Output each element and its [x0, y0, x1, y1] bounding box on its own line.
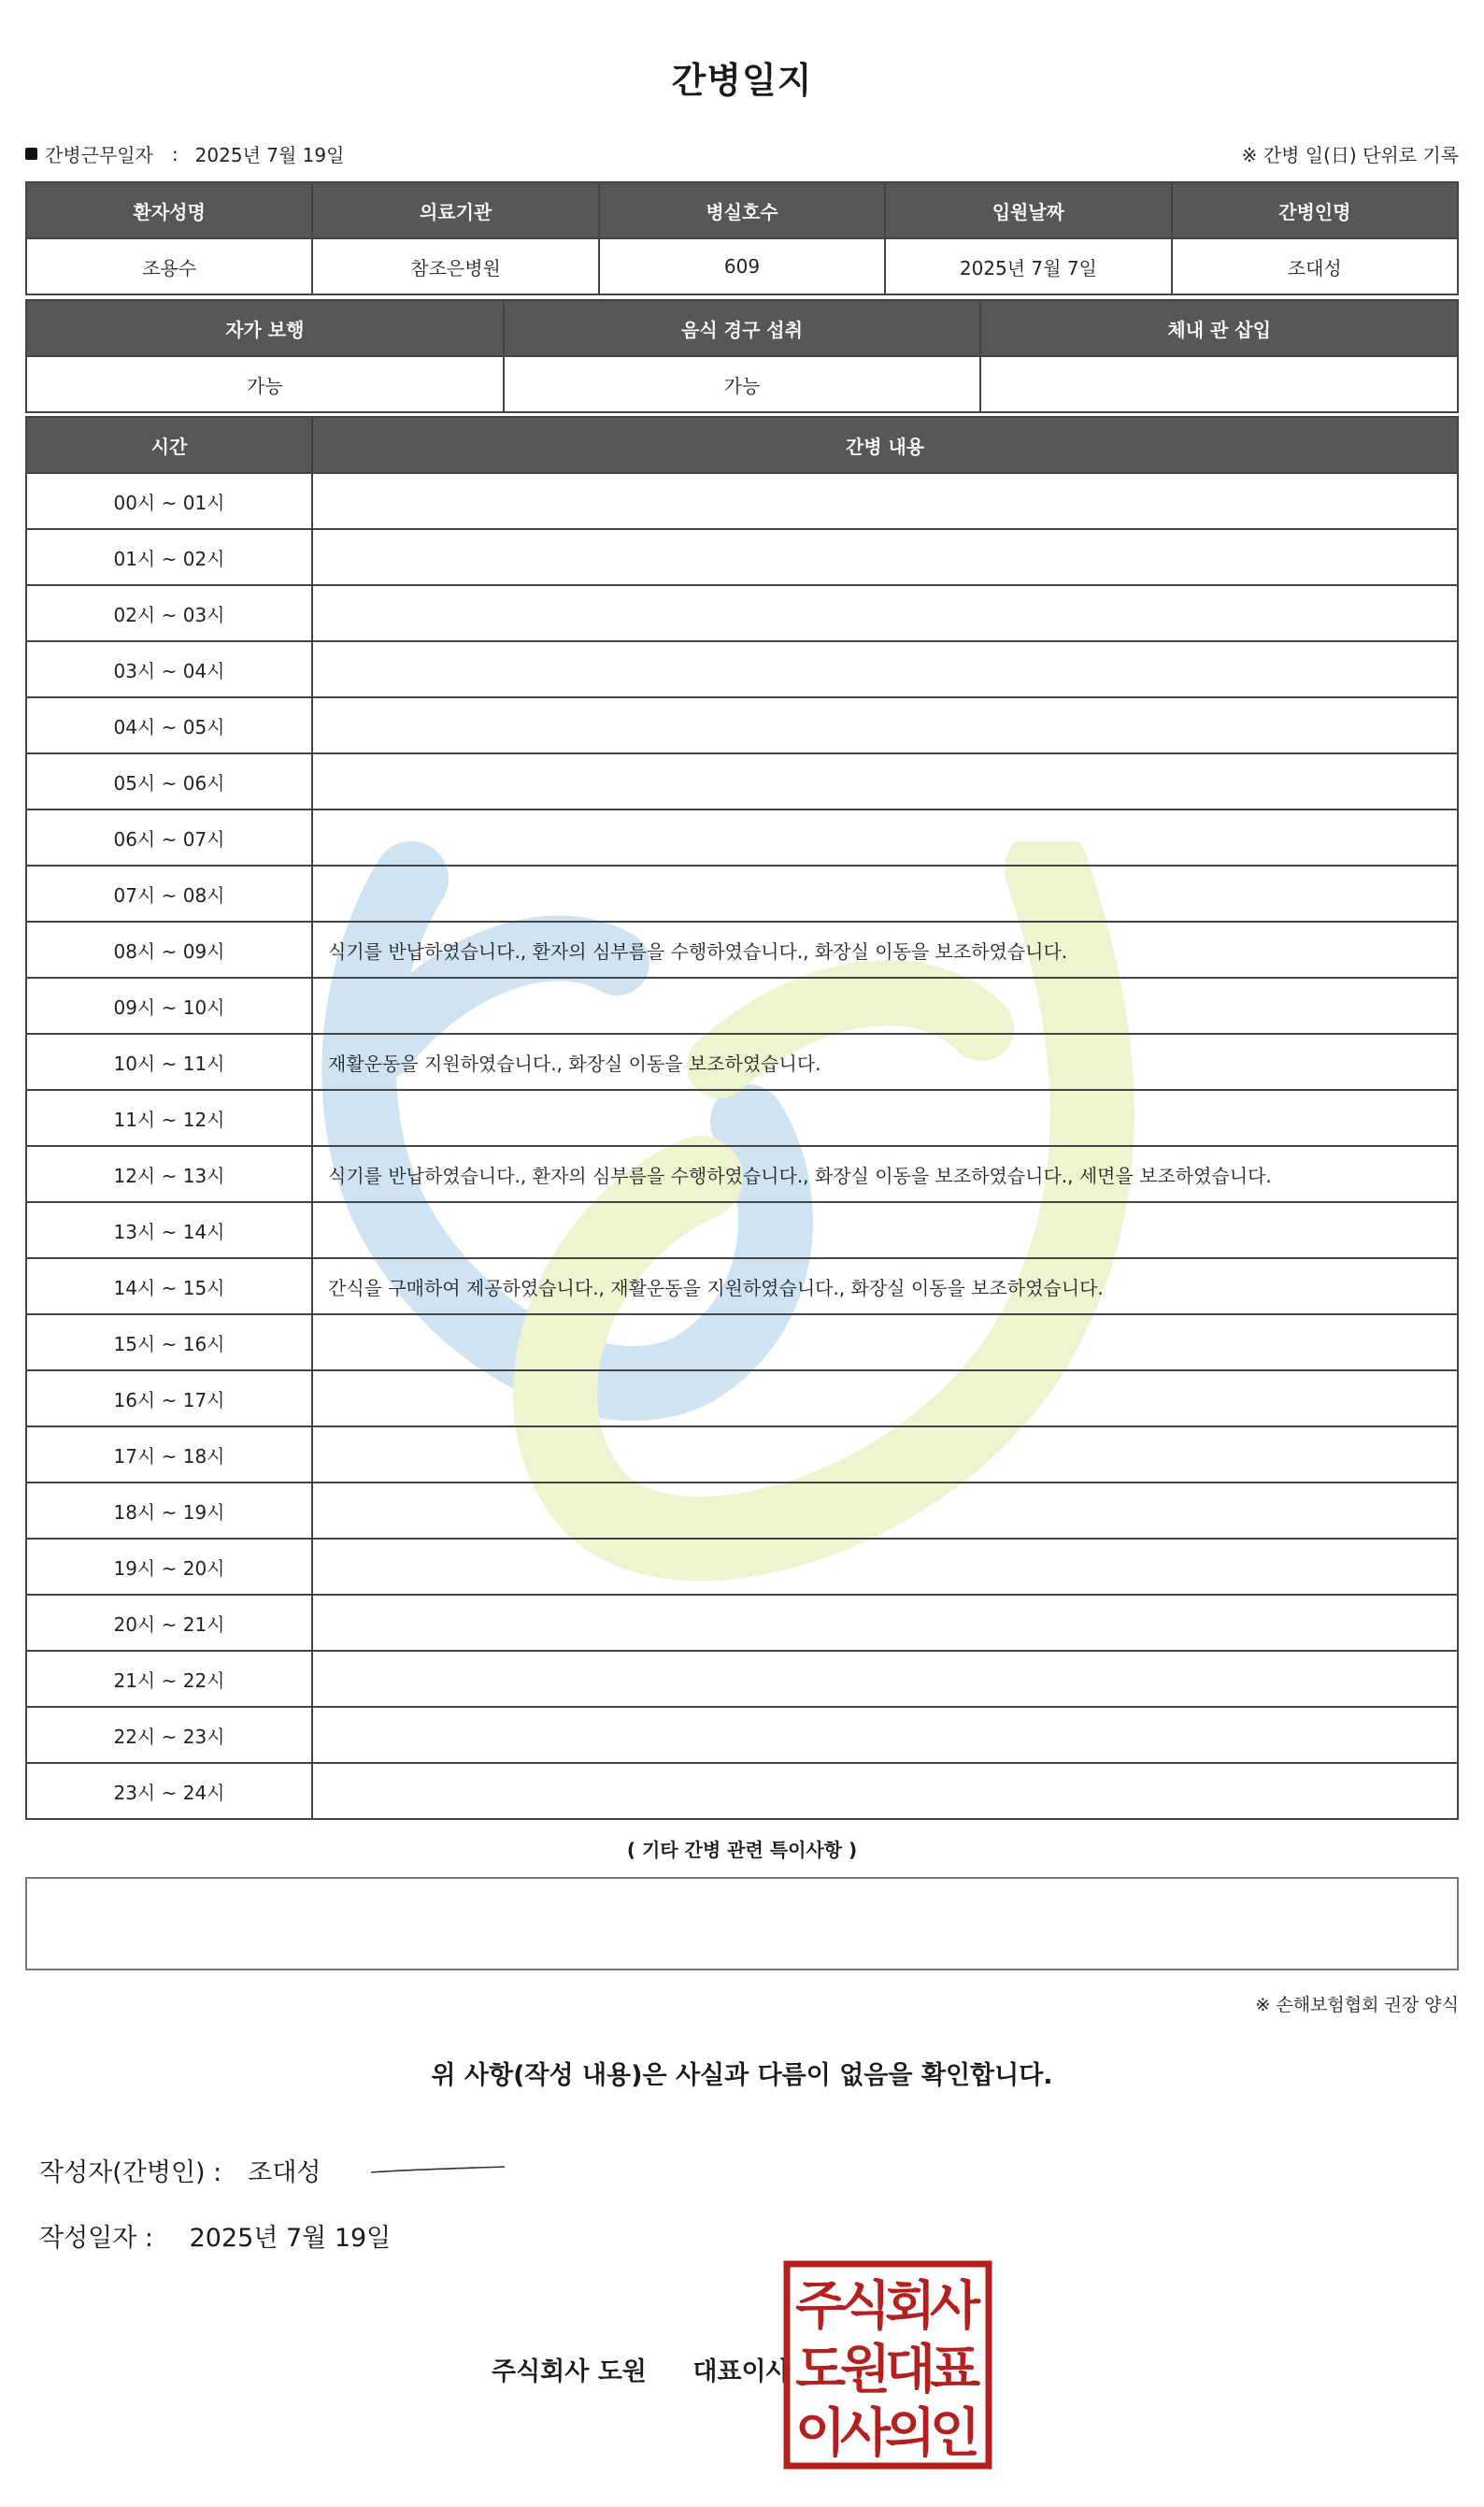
header-patient-name: 환자성명	[26, 182, 312, 238]
care-time-cell: 13시 ~ 14시	[26, 1202, 312, 1258]
writer-name: 조대성	[248, 2158, 321, 2187]
document-title: 간병일지	[671, 60, 813, 101]
care-content-cell	[312, 1202, 1458, 1258]
work-date-value: 2025년 7월 19일	[194, 144, 345, 166]
care-content-cell	[312, 1539, 1458, 1595]
tube-insertion-value	[980, 356, 1458, 412]
oral-intake-value: 가능	[504, 356, 981, 412]
care-log-row	[26, 978, 1458, 1034]
svg-text:의: 의	[884, 2403, 936, 2464]
care-time-cell: 11시 ~ 12시	[26, 1090, 312, 1146]
care-time-cell: 03시 ~ 04시	[26, 641, 312, 697]
care-log-row	[26, 1707, 1458, 1763]
care-content-cell	[312, 809, 1458, 866]
date-label: 작성일자 :	[39, 2224, 154, 2253]
status-value-row	[26, 356, 1458, 412]
care-log-row	[26, 697, 1458, 753]
care-time-cell: 07시 ~ 08시	[26, 866, 312, 922]
care-log-row	[26, 1763, 1458, 1819]
header-hospital: 의료기관	[312, 182, 598, 238]
care-log-row	[26, 1370, 1458, 1426]
status-header-row	[26, 300, 1458, 356]
writer-label: 작성자(간병인) :	[39, 2158, 222, 2187]
care-log-row	[26, 473, 1458, 529]
care-content-cell	[312, 1651, 1458, 1707]
care-time-cell: 05시 ~ 06시	[26, 753, 312, 809]
care-time-cell: 09시 ~ 10시	[26, 978, 312, 1034]
care-content-cell: 식기를 반납하였습니다., 환자의 심부름을 수행하였습니다., 화장실 이동을 보조하였습니다., 세면을 보조하였습니다.	[312, 1146, 1458, 1202]
care-log-row	[26, 1651, 1458, 1707]
svg-text:회: 회	[884, 2276, 936, 2337]
care-log-row	[26, 1426, 1458, 1483]
unit-note: ※ 간병 일(日) 단위로 기록	[1241, 144, 1459, 166]
care-time-cell: 18시 ~ 19시	[26, 1483, 312, 1539]
svg-text:주: 주	[794, 2276, 847, 2337]
care-time-cell: 15시 ~ 16시	[26, 1314, 312, 1370]
admission-date: 2025년 7월 7일	[885, 238, 1171, 294]
care-log-table	[25, 416, 1459, 1820]
header-oral-intake: 음식 경구 섭취	[504, 300, 981, 356]
patient-value-row	[26, 238, 1458, 294]
care-content-cell	[312, 1707, 1458, 1763]
care-log-row	[26, 641, 1458, 697]
care-log-row	[26, 1539, 1458, 1595]
remarks-box	[25, 1877, 1459, 1970]
care-content-cell	[312, 978, 1458, 1034]
care-time-cell: 19시 ~ 20시	[26, 1539, 312, 1595]
care-content-cell: 식기를 반납하였습니다., 환자의 심부름을 수행하였습니다., 화장실 이동을 보조하였습니다.	[312, 922, 1458, 978]
square-bullet-icon	[25, 148, 37, 160]
care-time-cell: 10시 ~ 11시	[26, 1034, 312, 1090]
care-log-row	[26, 1090, 1458, 1146]
remarks-title: ( 기타 간병 관련 특이사항 )	[626, 1839, 858, 1861]
care-time-cell: 06시 ~ 07시	[26, 809, 312, 866]
care-time-cell: 23시 ~ 24시	[26, 1763, 312, 1819]
care-time-cell: 14시 ~ 15시	[26, 1258, 312, 1314]
care-log-body	[26, 473, 1458, 1819]
care-log-row	[26, 1595, 1458, 1651]
company-line	[492, 2351, 791, 2387]
care-log-row	[26, 529, 1458, 585]
care-log-row	[26, 1202, 1458, 1258]
company-name: 주식회사 도원	[492, 2357, 647, 2386]
svg-text:식: 식	[839, 2276, 892, 2337]
room-number: 609	[599, 238, 885, 294]
care-content-cell: 재활운동을 지원하였습니다., 화장실 이동을 보조하였습니다.	[312, 1034, 1458, 1090]
signature-stroke	[369, 2161, 509, 2180]
meta-row	[25, 140, 1459, 168]
care-content-cell	[312, 1763, 1458, 1819]
care-content-cell	[312, 1426, 1458, 1483]
header-room: 병실호수	[599, 182, 885, 238]
company-seal	[783, 2260, 992, 2470]
care-log-row	[26, 866, 1458, 922]
patient-info-table	[25, 181, 1459, 295]
self-walking-value: 가능	[26, 356, 504, 412]
work-date-label: 간병근무일자	[45, 144, 153, 166]
care-time-cell: 02시 ~ 03시	[26, 585, 312, 641]
care-content-cell: 간식을 구매하여 제공하였습니다., 재활운동을 지원하였습니다., 화장실 이동을 보조하였습니다.	[312, 1258, 1458, 1314]
care-time-cell: 08시 ~ 09시	[26, 922, 312, 978]
header-tube-insertion: 체내 관 삽입	[980, 300, 1458, 356]
care-log-row	[26, 1146, 1458, 1202]
care-content-cell	[312, 529, 1458, 585]
care-content-cell	[312, 1483, 1458, 1539]
work-date	[25, 140, 344, 167]
confirm-statement: 위 사항(작성 내용)은 사실과 다름이 없음을 확인합니다.	[431, 2061, 1053, 2090]
header-admission-date: 입원날짜	[885, 182, 1171, 238]
care-log-row	[26, 1258, 1458, 1314]
header-caregiver: 간병인명	[1172, 182, 1458, 238]
care-time-cell: 12시 ~ 13시	[26, 1146, 312, 1202]
svg-text:대: 대	[884, 2340, 936, 2400]
header-self-walking: 자가 보행	[26, 300, 504, 356]
care-log-row	[26, 1314, 1458, 1370]
writer-line	[39, 2152, 321, 2188]
care-log-row	[26, 922, 1458, 978]
recommend-note: ※ 손해보험협회 권장 양식	[1255, 1995, 1459, 2015]
hospital-name: 참조은병원	[312, 238, 598, 294]
care-content-cell	[312, 1595, 1458, 1651]
care-time-cell: 21시 ~ 22시	[26, 1651, 312, 1707]
care-time-cell: 16시 ~ 17시	[26, 1370, 312, 1426]
care-log-row	[26, 1034, 1458, 1090]
written-date-line	[39, 2217, 391, 2254]
svg-text:사: 사	[929, 2276, 981, 2337]
care-content-cell	[312, 473, 1458, 529]
care-time-cell: 00시 ~ 01시	[26, 473, 312, 529]
care-log-row	[26, 753, 1458, 809]
care-content-cell	[312, 641, 1458, 697]
svg-text:사: 사	[839, 2403, 892, 2464]
patient-status-table	[25, 299, 1459, 413]
care-time-cell: 01시 ~ 02시	[26, 529, 312, 585]
patient-header-row	[26, 182, 1458, 238]
care-log-row	[26, 809, 1458, 866]
svg-text:원: 원	[839, 2340, 892, 2400]
care-time-cell: 17시 ~ 18시	[26, 1426, 312, 1483]
care-content-cell	[312, 866, 1458, 922]
patient-name: 조용수	[26, 238, 312, 294]
svg-text:도: 도	[794, 2340, 847, 2400]
date-value: 2025년 7월 19일	[189, 2224, 392, 2253]
care-log-row	[26, 585, 1458, 641]
care-content-cell	[312, 753, 1458, 809]
care-time-cell: 22시 ~ 23시	[26, 1707, 312, 1763]
care-content-cell	[312, 585, 1458, 641]
header-time: 시간	[26, 417, 312, 473]
care-content-cell	[312, 697, 1458, 753]
svg-text:표: 표	[929, 2340, 981, 2400]
svg-text:이: 이	[794, 2403, 847, 2464]
work-date-colon: :	[171, 142, 178, 165]
header-care-content: 간병 내용	[312, 417, 1458, 473]
representative-title: 대표이사	[692, 2357, 791, 2386]
care-content-cell	[312, 1314, 1458, 1370]
caregiver-name: 조대성	[1172, 238, 1458, 294]
care-time-cell: 04시 ~ 05시	[26, 697, 312, 753]
svg-text:인: 인	[929, 2403, 981, 2464]
care-content-cell	[312, 1090, 1458, 1146]
care-time-cell: 20시 ~ 21시	[26, 1595, 312, 1651]
care-log-header-row	[26, 417, 1458, 473]
care-content-cell	[312, 1370, 1458, 1426]
care-log-row	[26, 1483, 1458, 1539]
